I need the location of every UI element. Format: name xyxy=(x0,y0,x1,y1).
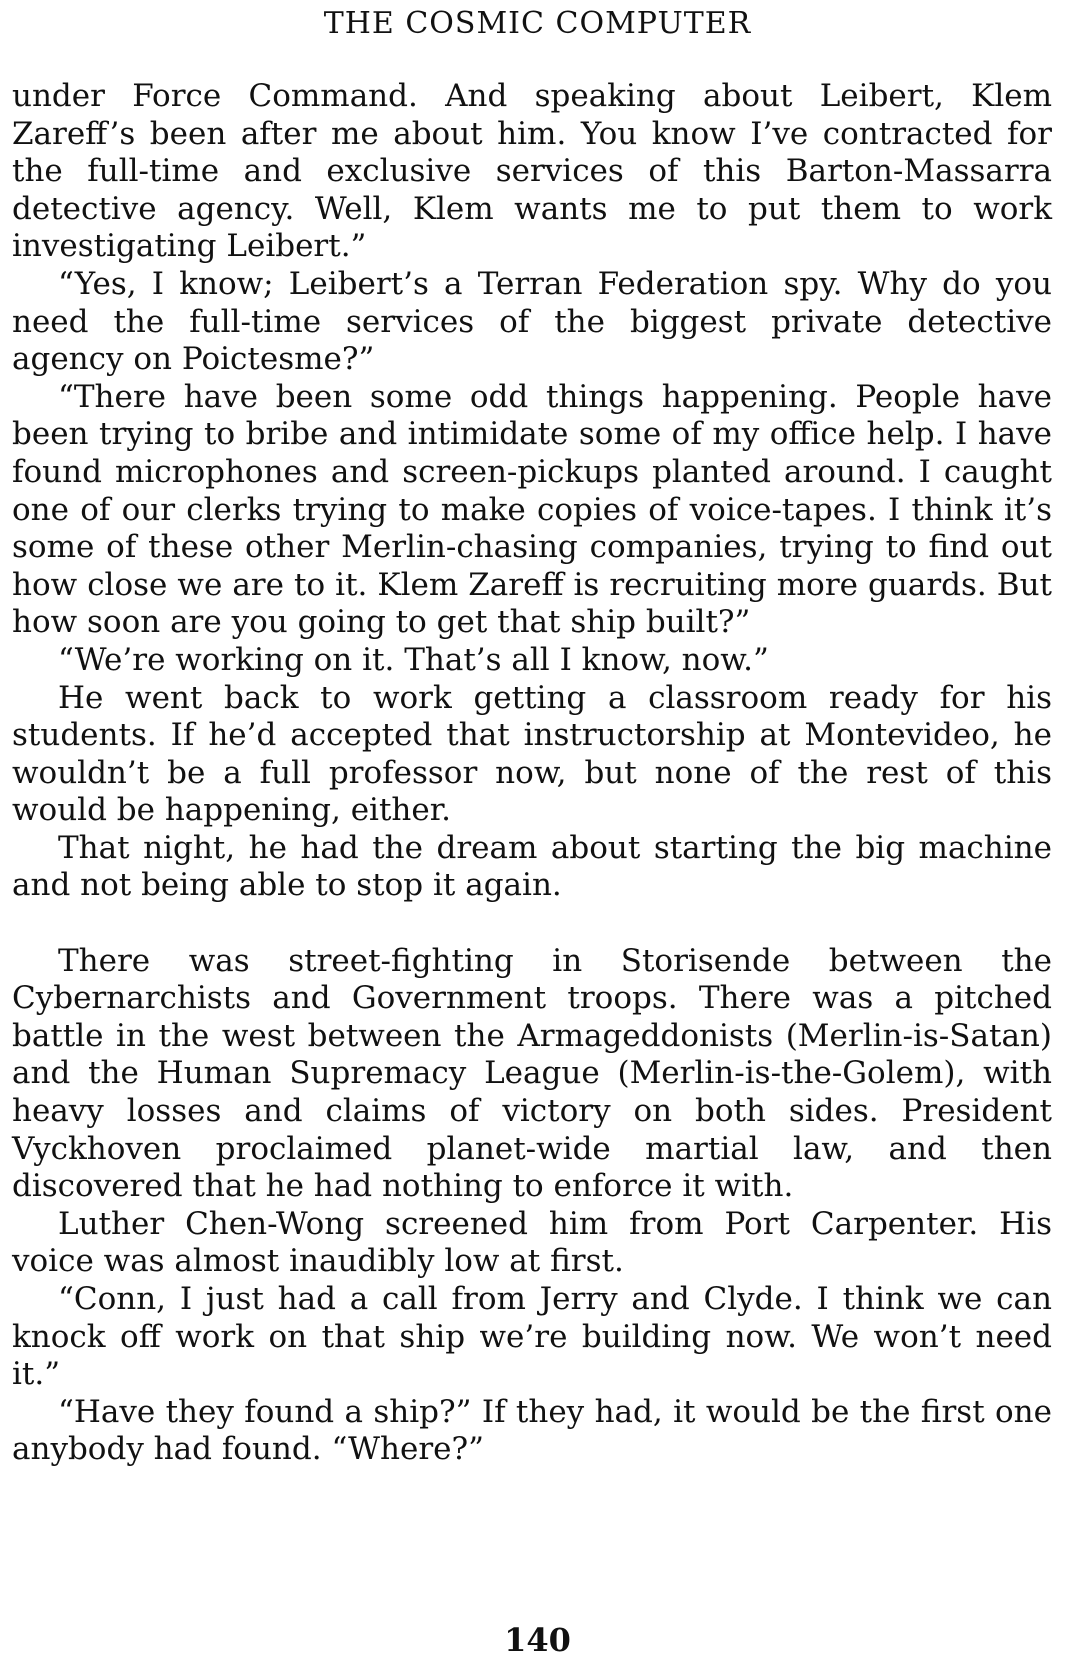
paragraph: “We’re working on it. That’s all I know, now.” xyxy=(58,641,769,678)
body-text xyxy=(12,78,1052,1469)
paragraph: Luther Chen-Wong screened him from Port Carpenter. His voice was almost inaudibly low at first. xyxy=(12,1205,1052,1280)
page-number: 140 xyxy=(504,1621,571,1659)
paragraph: “Have they found a ship?” If they had, it would be the first one anybody had found. “Where?” xyxy=(12,1393,1052,1468)
section-break xyxy=(12,905,1052,943)
paragraph: “Yes, I know; Leibert’s a Terran Federation spy. Why do you need the full-time services of the biggest private detective agency on Poictesme?” xyxy=(12,265,1052,378)
paragraph: There was street-fighting in Storisende between the Cybernarchists and Government troops. There was a pitched battle in the west between the Armageddonists (Merlin-is-Satan) and the Human Supremacy League (Merlin-is-the-Golem), with heavy losses and claims of victory on both sides. President Vyckhoven proclaimed planet-wide martial law, and then discovered that he had nothing to enforce it with. xyxy=(12,942,1052,1205)
running-head: THE COSMIC COMPUTER xyxy=(323,6,752,41)
paragraph: He went back to work getting a classroom ready for his students. If he’d accepted that instructorship at Montevideo, he wouldn’t be a full professor now, but none of the rest of this would be happening, either. xyxy=(12,679,1052,829)
paragraph: “Conn, I just had a call from Jerry and Clyde. I think we can knock off work on that ship we’re building now. We won’t need it.” xyxy=(12,1281,1052,1393)
paragraph: “There have been some odd things happening. People have been trying to bribe and intimidate some of my office help. I have found microphones and screen-pickups planted around. I caught one of our clerks trying to make copies of voice-tapes. I think it’s some of these other Merlin-chasing companies, trying to find out how close we are to it. Klem Zareff is recruiting more guards. But how soon are you going to get that ship built?” xyxy=(12,378,1052,641)
paragraph: That night, he had the dream about starting the big machine and not being able to stop it again. xyxy=(12,829,1052,904)
paragraph-continued: under Force Command. And speaking about Leibert, Klem Zareff’s been after me about him. You know I’ve contracted for the full-time and exclusive services of this Barton-Massarra detective agency. Well, Klem wants me to put them to work investigating Leibert.” xyxy=(12,78,1052,265)
